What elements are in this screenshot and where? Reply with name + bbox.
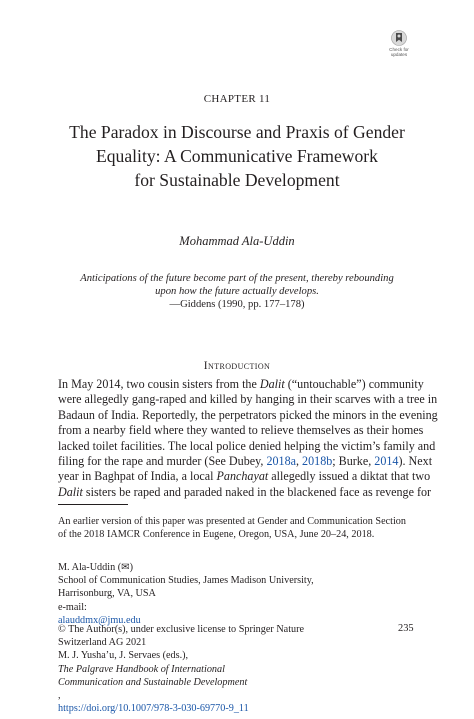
check-for-updates-icon [391, 30, 407, 46]
epigraph-quote-line2: upon how the future actually develops. [155, 286, 319, 297]
badge-label-line1: Check for [389, 47, 409, 52]
doi-link[interactable]: https://doi.org/10.1007/978-3-030-69770-9_11 [58, 703, 249, 715]
body-line: Badaun of India. Reportedly, the perpetrators picked the minors in the evening [58, 407, 438, 422]
book-title-part1: The Palgrave Handbook of International [58, 663, 225, 675]
body-line: lacked toilet facilities. The local police denied helping the victim’s family and [58, 438, 436, 453]
book-title-part2: Communication and Sustainable Development [58, 676, 248, 688]
copyright-block [58, 623, 368, 715]
citation-line: Communication and Sustainable Development , [58, 676, 248, 702]
email-link[interactable]: alauddmx@jmu.edu [58, 614, 141, 626]
body-line: Dalit sisters be raped and paraded naked in the blackened face as revenge for [58, 484, 432, 499]
author-name: Mohammad Ala-Uddin [179, 234, 295, 248]
body-line: In May 2014, two cousin sisters from the Dalit (“untouchable”) community [58, 377, 424, 391]
title-line-1: The Paradox in Discourse and Praxis of Gender [69, 122, 405, 142]
body-line: filing for the rape and murder (See Dubey, 2018a, 2018b; Burke, 2014). Next [58, 454, 433, 469]
citation-link-dubey-2018a[interactable]: 2018a [266, 454, 296, 469]
body-line: from a nearby field where they wanted to relieve themselves as their homes [58, 423, 424, 438]
epigraph [60, 272, 414, 311]
epigraph-quote-line1: Anticipations of the future become part of the present, thereby rebounding [80, 273, 394, 284]
check-for-updates-badge[interactable] [381, 30, 417, 60]
affiliation-location: Harrisonburg, VA, USA [58, 588, 156, 600]
section-heading: Introduction [203, 360, 271, 372]
panchayat-term: Panchayat [216, 469, 269, 484]
citation-link-dubey-2018b[interactable]: 2018b [302, 454, 333, 469]
chapter-label: CHAPTER 11 [203, 93, 271, 105]
dalit-term: Dalit [259, 377, 285, 391]
citation-link-burke-2014[interactable]: 2014 [374, 454, 399, 469]
affiliation-name: M. Ala-Uddin (✉) [58, 562, 134, 573]
badge-label-line2: updates [390, 52, 408, 57]
affiliation-email-row: e-mail: alauddmx@jmu.edu [58, 601, 416, 627]
copyright-line1: © The Author(s), under exclusive license to Springer Nature [58, 624, 305, 635]
footnote-divider [58, 504, 128, 505]
title-line-2: Equality: A Communicative Framework [96, 146, 378, 166]
epigraph-attribution: —Giddens (1990, pp. 177–178) [169, 299, 305, 310]
footnote: An earlier version of this paper was presented at Gender and Communication Section of the 2018 IAMCR Conference in Eugene, Oregon, USA, June 20–24, 2018. [58, 516, 406, 540]
dalit-term: Dalit [58, 484, 83, 499]
body-line: year in Baghpat of India, a local Panchayat allegedly issued a diktat that two [58, 469, 431, 484]
author-affiliation [58, 561, 416, 627]
copyright-line2: Switzerland AG 2021 [58, 637, 147, 649]
title-line-3: for Sustainable Development [134, 170, 340, 190]
page-number: 235 [398, 623, 414, 634]
body-paragraph [58, 377, 438, 500]
chapter-title [30, 120, 444, 192]
body-line: were allegedly gang-raped and killed by hanging in their scarves with a tree in [58, 392, 438, 407]
citation-line: M. J. Yusha’u, J. Servaes (eds.), The Palgrave Handbook of International [58, 650, 225, 675]
affiliation-school: School of Communication Studies, James Madison University, [58, 575, 314, 587]
